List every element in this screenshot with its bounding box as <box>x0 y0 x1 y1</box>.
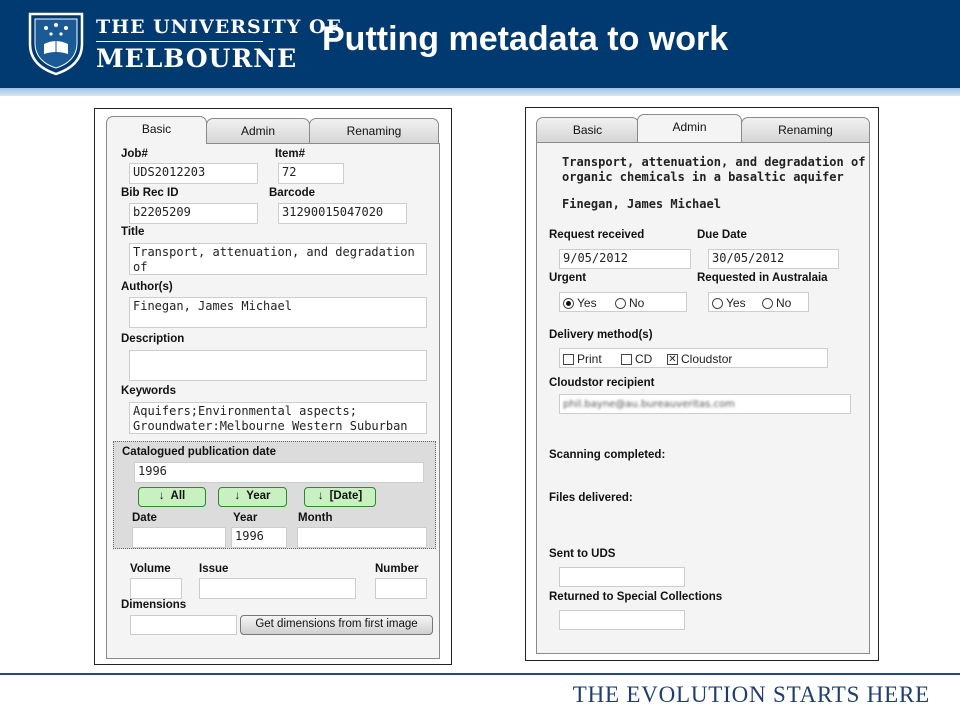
bib-rec-field[interactable]: b2205209 <box>129 203 258 224</box>
record-author: Finegan, James Michael <box>562 197 721 211</box>
admin-tab-screenshot <box>525 107 879 661</box>
urgent-yes-label: Yes <box>577 296 597 310</box>
fill-date-label: [Date] <box>329 490 363 502</box>
tab-admin[interactable]: Admin <box>637 114 742 142</box>
urgent-no-label: No <box>629 296 645 310</box>
australasia-group <box>708 292 809 312</box>
cloudstor-recipient-label: Cloudstor recipient <box>549 377 655 389</box>
returned-special-collections-label: Returned to Special Collections <box>549 591 723 603</box>
number-field[interactable] <box>375 578 427 599</box>
cloudstor-recipient-value: phil.bayne@au.bureauveritas.com <box>563 399 735 410</box>
university-crest-icon <box>26 10 86 76</box>
month-label: Month <box>298 512 333 524</box>
scanning-completed-label: Scanning completed: <box>549 449 666 461</box>
checkbox-icon <box>621 354 632 365</box>
due-date-field[interactable]: 30/05/2012 <box>708 249 839 269</box>
fill-all-label: All <box>170 490 186 502</box>
year-field[interactable]: 1996 <box>231 527 287 548</box>
university-name-line2: MELBOURNE <box>96 44 298 73</box>
date-field[interactable] <box>132 527 226 548</box>
radio-icon <box>712 298 723 309</box>
volume-label: Volume <box>130 563 171 575</box>
slide-title: Putting metadata to work <box>322 20 729 58</box>
requested-australasia-label: Requested in Australaia <box>697 272 828 284</box>
tab-renaming[interactable]: Renaming <box>741 117 870 143</box>
job-field[interactable]: UDS2012203 <box>129 163 258 184</box>
volume-field[interactable] <box>130 578 182 599</box>
urgent-group <box>559 292 687 312</box>
issue-field[interactable] <box>199 578 356 599</box>
basic-tab-screenshot <box>94 108 452 665</box>
barcode-label: Barcode <box>269 187 316 199</box>
year-label: Year <box>233 512 258 524</box>
author-label: Author(s) <box>121 281 173 293</box>
delivery-method-group <box>559 348 828 368</box>
tab-basic[interactable]: Basic <box>536 117 639 143</box>
australasia-yes-option[interactable] <box>712 296 746 310</box>
radio-icon <box>762 298 773 309</box>
tab-renaming[interactable]: Renaming <box>309 118 439 144</box>
returned-special-collections-field[interactable] <box>559 610 685 630</box>
request-received-field[interactable]: 9/05/2012 <box>559 249 691 269</box>
dimensions-label: Dimensions <box>121 599 187 611</box>
delivery-cd-option[interactable] <box>621 352 652 366</box>
university-name-line1: THE UNIVERSITY OF <box>96 16 341 38</box>
footer-divider <box>0 673 960 675</box>
delivery-cloudstor-label: Cloudstor <box>681 352 733 366</box>
urgent-label: Urgent <box>549 272 587 284</box>
job-label: Job# <box>121 148 148 160</box>
australasia-no-option[interactable] <box>762 296 791 310</box>
catalogued-date-group <box>113 441 436 549</box>
date-label: Date <box>132 512 157 524</box>
due-date-label: Due Date <box>697 229 747 241</box>
university-name-rule <box>96 41 263 42</box>
description-label: Description <box>121 333 185 345</box>
item-label: Item# <box>275 148 306 160</box>
down-arrow-icon: ↓ <box>234 490 241 502</box>
fill-date-button[interactable] <box>304 487 376 507</box>
record-title: Transport, attenuation, and degradation of organic chemicals in a basaltic aquifer <box>562 155 866 184</box>
files-delivered-label: Files delivered: <box>549 492 633 504</box>
checkbox-icon <box>563 354 574 365</box>
down-arrow-icon: ↓ <box>317 490 324 502</box>
title-label: Title <box>121 226 145 238</box>
header-banner <box>0 0 960 88</box>
delivery-print-option[interactable] <box>563 352 602 366</box>
admin-form <box>536 142 870 654</box>
urgent-yes-option[interactable] <box>563 296 597 310</box>
delivery-method-label: Delivery method(s) <box>549 329 653 341</box>
number-label: Number <box>375 563 419 575</box>
delivery-cloudstor-option[interactable] <box>667 352 732 366</box>
request-received-label: Request received <box>549 229 645 241</box>
description-field[interactable] <box>129 350 427 381</box>
keywords-field[interactable]: Aquifers;Environmental aspects; Groundwater:Melbourne Western Suburban <box>129 402 427 434</box>
tab-basic[interactable]: Basic <box>106 116 207 144</box>
fill-year-button[interactable] <box>218 487 287 507</box>
checkbox-checked-icon: ✕ <box>668 353 677 365</box>
australasia-yes-label: Yes <box>726 296 746 310</box>
author-field[interactable]: Finegan, James Michael <box>129 297 427 328</box>
radio-selected-icon <box>563 298 574 309</box>
urgent-no-option[interactable] <box>615 296 644 310</box>
issue-label: Issue <box>199 563 229 575</box>
radio-icon <box>615 298 626 309</box>
barcode-field[interactable]: 31290015047020 <box>278 203 407 224</box>
catalogued-date-label: Catalogued publication date <box>122 446 276 458</box>
tab-admin[interactable]: Admin <box>206 118 310 144</box>
sent-to-uds-field[interactable] <box>559 567 685 587</box>
keywords-label: Keywords <box>121 385 176 397</box>
sent-to-uds-label: Sent to UDS <box>549 548 616 560</box>
get-dimensions-button[interactable]: Get dimensions from first image <box>240 615 433 635</box>
header-divider <box>0 88 960 96</box>
footer-tagline: THE EVOLUTION STARTS HERE <box>572 682 930 707</box>
down-arrow-icon: ↓ <box>158 490 165 502</box>
fill-year-label: Year <box>246 490 271 502</box>
fill-all-button[interactable] <box>138 487 206 507</box>
delivery-cd-label: CD <box>635 352 653 366</box>
cloudstor-recipient-field[interactable] <box>559 394 851 414</box>
bib-rec-label: Bib Rec ID <box>121 187 179 199</box>
dimensions-field[interactable] <box>130 615 237 635</box>
delivery-print-label: Print <box>577 352 602 366</box>
catalogued-date-field[interactable]: 1996 <box>134 462 424 483</box>
australasia-no-label: No <box>776 296 792 310</box>
month-field[interactable] <box>297 527 427 548</box>
item-field[interactable]: 72 <box>278 163 344 184</box>
title-field[interactable]: Transport, attenuation, and degradation of <box>129 243 427 275</box>
